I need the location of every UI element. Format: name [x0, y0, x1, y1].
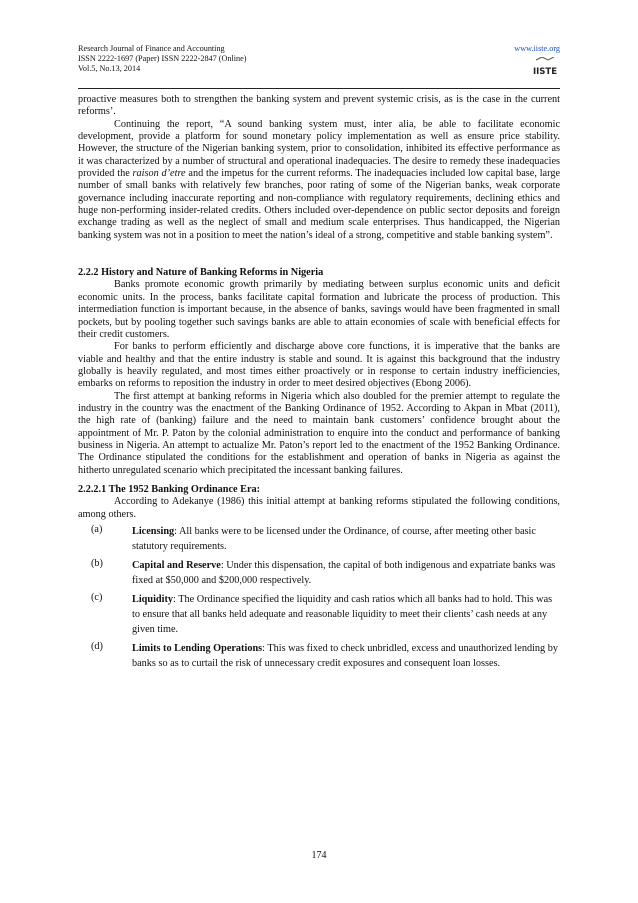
subsection-heading: 2.2.2.1 The 1952 Banking Ordinance Era:	[78, 483, 261, 495]
paragraph-5: The first attempt at banking reforms in Nigeria which also doubled for the premier attempt to regulate the industry in the country was the enactment of the Banking Ordinance of 1952. According to Akpan in Mbat (2011), the high rate of (banking) failure and the need to maintain bank customers’ confidence brought about the appointment of Mr. P. Paton by the colonial administration to enquire into the conduct and performance of banking business in Nigeria. An attempt to actualize Mr. Paton’s report led to the enactment of the 1952 Banking Ordinance. The Ordinance stipulated the conditions for the establishment and operation of banks in Nigeria as against the hitherto unregulated scenario which precipitated the incessant banking failures.	[78, 390, 560, 476]
condition-text: : This was fixed to check unbridled, excess and unauthorized lending by banks so as to curtail the risk of unnecessary credit exposures and consequent loan losses.	[132, 642, 558, 670]
iiste-logo-icon	[532, 57, 558, 79]
condition-item	[78, 524, 560, 555]
condition-text: : Under this dispensation, the capital of both indigenous and expatriate banks was fixed at $50,000 and $200,000 respectively.	[132, 559, 556, 587]
conditions-list	[78, 524, 560, 672]
condition-term: Limits to Lending Operations	[132, 642, 263, 654]
condition-text: : All banks were to be licensed under the Ordinance, of course, after meeting other basic statutory requirements.	[132, 526, 536, 553]
condition-term: Licensing	[132, 526, 175, 537]
section-heading: 2.2.2 History and Nature of Banking Reforms in Nigeria	[78, 267, 324, 279]
condition-label: (d)	[91, 640, 103, 652]
condition-text: : The Ordinance specified the liquidity and cash ratios which all banks had to hold. This was to ensure that all banks held adequate and reasonable liquidity to meet their clients’ cash needs at any given time.	[132, 593, 553, 636]
condition-term: Capital and Reserve	[132, 559, 221, 571]
italic-phrase: raison d’etre	[132, 168, 186, 180]
article-body	[78, 94, 560, 672]
condition-label: (a)	[91, 524, 103, 535]
condition-item	[78, 592, 560, 638]
journal-header	[78, 44, 247, 74]
website-link[interactable]: www.iiste.org	[514, 44, 560, 53]
paragraph-6: According to Adekanye (1986) this initial attempt at banking reforms stipulated the following conditions, among others.	[78, 496, 560, 520]
paragraph-2: Continuing the report, “A sound banking system must, inter alia, be able to facilitate economic development, provide a platform for sound monetary policy implementation as well as ensure price stability. However, the structure of the Nigerian banking system, prior to consolidation, inhibited its effective performance as it was characterized by a number of structural and operational inadequacies. The desire to remedy these inadequacies provided the raison d’etre and the impetus for the current reforms. The inadequacies included low capital base, large number of small banks with relatively few branches, poor rating of some of the Nigerian banks, weak corporate governance including inaccurate reporting and non-compliance with regulatory requirements, declining ethics and huge non-performing insider-related credits. Others included over-dependence on public sector deposits and foreign exchange trading as well as the neglect of small and medium scale enterprises. Thus handicapped, the Nigerian banking system was not in a position to meet the nation’s ideal of a strong, competitive and stable banking system”.	[78, 118, 560, 241]
condition-term: Liquidity	[132, 593, 174, 605]
journal-title: Research Journal of Finance and Accounting	[78, 44, 225, 53]
condition-item	[78, 558, 560, 589]
journal-volume: Vol.5, No.13, 2014	[78, 64, 141, 73]
logo-text: IISTE	[532, 67, 558, 77]
condition-label: (b)	[91, 557, 103, 569]
paragraph-1: proactive measures both to strengthen the banking system and prevent systemic crisis, as is the case in the current reforms’.	[78, 94, 560, 118]
condition-item	[78, 641, 560, 672]
paragraph-3: Banks promote economic growth primarily by mediating between surplus economic units and deficit economic units. In the process, banks facilitate capital formation and lubricate the process of production. This intermediation function is important because, in the absence of banks, savings would have been fragmented in small pockets, but by pooling together such savings banks are able to attain economies of scale with beneficial effects for their credit customers.	[78, 279, 560, 340]
journal-issn: ISSN 2222-1697 (Paper) ISSN 2222-2847 (Online)	[78, 54, 247, 63]
condition-label: (c)	[91, 591, 103, 603]
page-number: 174	[311, 850, 327, 861]
header-divider	[78, 88, 560, 89]
paragraph-4: For banks to perform efficiently and discharge above core functions, it is imperative that the banks are viable and healthy and that the entire industry is stable and sound. It is against this background that the industry globally is heavily regulated, and most times either proactively or in response to certain industry inefficiencies, embarks on reforms to reposition the industry in order to meet desired objectives (Ebong 2006).	[78, 341, 560, 390]
